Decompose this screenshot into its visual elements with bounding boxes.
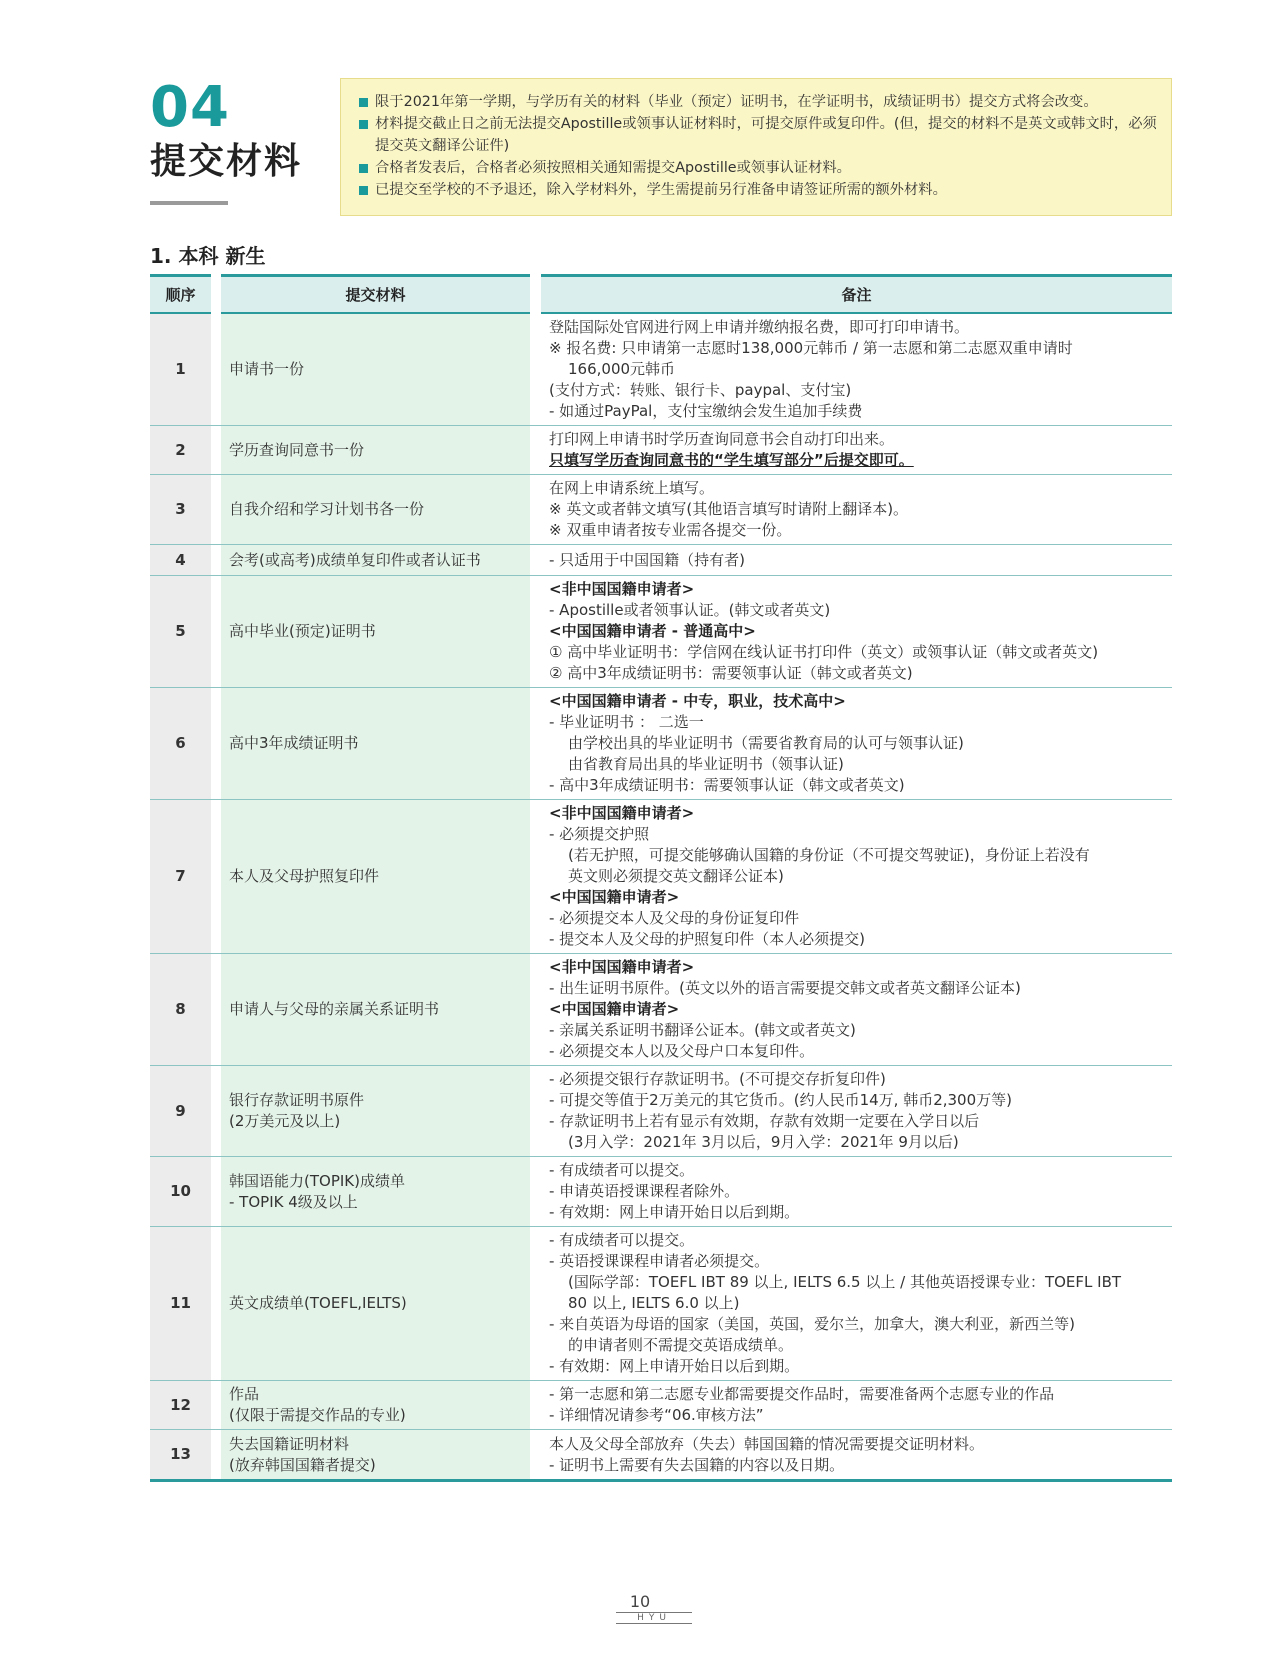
notice-box <box>340 78 1172 216</box>
material-name <box>221 688 530 800</box>
remark-line: 登陆国际处官网进行网上申请并缴纳报名费，即可打印申请书。 <box>549 318 970 336</box>
remarks-cell <box>541 1381 1172 1430</box>
remarks-cell <box>541 545 1172 576</box>
column-gap <box>211 1381 221 1430</box>
column-gap <box>211 800 221 954</box>
column-gap <box>211 314 221 426</box>
material-name-line: 自我介绍和学习计划书各一份 <box>229 500 425 518</box>
material-name-line: 英文成绩单(TOEFL,IELTS) <box>229 1294 407 1312</box>
remark-line: <非中国国籍申请者> <box>549 580 695 598</box>
material-name-line: 银行存款证明书原件 <box>229 1091 365 1109</box>
material-name <box>221 800 530 954</box>
remark-line: <非中国国籍申请者> <box>549 958 695 976</box>
remark-line: 由学校出具的毕业证明书（需要省教育局的认可与领事认证) <box>568 734 964 752</box>
column-gap <box>211 1066 221 1157</box>
column-gap <box>530 545 541 576</box>
remark-line: - 存款证明书上若有显示有效期，存款有效期一定要在入学日以后 <box>549 1112 980 1130</box>
material-name <box>221 1430 530 1479</box>
remark-line: - 第一志愿和第二志愿专业都需要提交作品时，需要准备两个志愿专业的作品 <box>549 1385 1055 1403</box>
section-title: 提交材料 <box>150 141 303 182</box>
column-gap <box>530 954 541 1066</box>
square-bullet-icon <box>359 98 368 107</box>
remarks-cell <box>541 800 1172 954</box>
page-number: 10 <box>629 1592 651 1611</box>
row-number: 4 <box>150 545 211 576</box>
table-row <box>150 1157 1172 1227</box>
table-row <box>150 314 1172 426</box>
remark-line: - 英语授课课程申请者必须提交。 <box>549 1252 770 1270</box>
remark-line: ② 高中3年成绩证明书：需要领事认证（韩文或者英文) <box>549 664 913 682</box>
table-row <box>150 545 1172 576</box>
remark-line: - 出生证明书原件。(英文以外的语言需要提交韩文或者英文翻译公证本) <box>549 979 1021 997</box>
row-number: 6 <box>150 688 211 800</box>
material-name-line: 学历查询同意书一份 <box>229 440 365 459</box>
material-name-line: - TOPIK 4级及以上 <box>229 1192 358 1211</box>
square-bullet-icon <box>359 164 368 173</box>
column-gap <box>211 426 221 475</box>
material-name-line: 作品 <box>229 1385 260 1403</box>
remarks-cell <box>541 314 1172 426</box>
material-name-line: 会考(或高考)成绩单复印件或者认证书 <box>229 550 481 569</box>
column-gap <box>530 688 541 800</box>
remark-line: <非中国国籍申请者> <box>549 804 695 822</box>
row-number: 2 <box>150 426 211 475</box>
header-remarks: 备注 <box>541 274 1172 314</box>
remark-line: <中国国籍申请者> <box>549 1000 680 1018</box>
column-gap <box>530 274 541 314</box>
material-name <box>221 426 530 475</box>
column-gap <box>211 475 221 545</box>
material-name-line: (放弃韩国国籍者提交) <box>229 1455 376 1474</box>
material-name <box>221 1157 530 1227</box>
remark-line: - 提交本人及父母的护照复印件（本人必须提交) <box>549 930 866 948</box>
column-gap <box>211 545 221 576</box>
row-number: 12 <box>150 1381 211 1430</box>
notice-item: 材料提交截止日之前无法提交Apostille或领事认证材料时，可提交原件或复印件。(但，提交的材料不是英文或韩文时，必须提交英文翻译公证件) <box>359 113 1157 157</box>
table-row <box>150 1066 1172 1157</box>
material-name-line: 本人及父母护照复印件 <box>229 867 380 885</box>
remark-line: ① 高中毕业证明书：学信网在线认证书打印件（英文）或领事认证（韩文或者英文) <box>549 643 1099 661</box>
remark-line: 的申请者则不需提交英语成绩单。 <box>568 1336 794 1354</box>
column-gap <box>530 1157 541 1227</box>
column-gap <box>530 576 541 688</box>
material-name <box>221 1227 530 1381</box>
column-gap <box>211 954 221 1066</box>
table-row <box>150 1227 1172 1381</box>
remark-line: (3月入学：2021年 3月以后，9月入学：2021年 9月以后) <box>568 1133 959 1151</box>
remark-line: - 申请英语授课课程者除外。 <box>549 1182 740 1200</box>
column-gap <box>530 1430 541 1479</box>
material-name-line: 申请书一份 <box>229 360 305 378</box>
materials-table <box>150 274 1172 1482</box>
remark-line: - 必须提交护照 <box>549 825 650 843</box>
remark-line: - 必须提交银行存款证明书。(不可提交存折复印件) <box>549 1070 886 1088</box>
remarks-cell <box>541 954 1172 1066</box>
notice-item: 合格者发表后，合格者必须按照相关通知需提交Apostille或领事认证材料。 <box>359 157 1157 179</box>
column-gap <box>530 1381 541 1430</box>
column-gap <box>530 475 541 545</box>
material-name <box>221 475 530 545</box>
row-number: 10 <box>150 1157 211 1227</box>
material-name-line: (2万美元及以上) <box>229 1112 341 1130</box>
remark-line: 166,000元韩币 <box>568 360 676 378</box>
table-row <box>150 800 1172 954</box>
material-name-line: (仅限于需提交作品的专业) <box>229 1406 406 1424</box>
remark-line: - 必须提交本人以及父母户口本复印件。 <box>549 1042 815 1060</box>
table-row <box>150 954 1172 1066</box>
column-gap <box>211 1157 221 1227</box>
row-number: 1 <box>150 314 211 426</box>
material-name-line: 韩国语能力(TOPIK)成绩单 <box>229 1171 405 1190</box>
remark-line: - 来自英语为母语的国家（美国，英国，爱尔兰，加拿大，澳大利亚，新西兰等) <box>549 1315 1076 1333</box>
remark-line: - 有效期：网上申请开始日以后到期。 <box>549 1357 800 1375</box>
remark-line: ※ 报名费: 只申请第一志愿时138,000元韩币 / 第一志愿和第二志愿双重申请时 <box>549 339 1073 357</box>
remark-line: 在网上申请系统上填写。 <box>549 479 715 497</box>
remark-line: - 详细情况请参考“06.审核方法” <box>549 1406 764 1424</box>
table-row <box>150 576 1172 688</box>
remarks-cell <box>541 1066 1172 1157</box>
remark-line: - 有成绩者可以提交。 <box>549 1161 695 1179</box>
column-gap <box>211 274 221 314</box>
table-row <box>150 1430 1172 1479</box>
table-row <box>150 1381 1172 1430</box>
column-gap <box>530 800 541 954</box>
material-name-line: 高中3年成绩证明书 <box>229 734 359 752</box>
row-number: 7 <box>150 800 211 954</box>
material-name <box>221 545 530 576</box>
column-gap <box>211 1430 221 1479</box>
column-gap <box>211 576 221 688</box>
material-name-line: 失去国籍证明材料 <box>229 1434 350 1453</box>
row-number: 13 <box>150 1430 211 1479</box>
notice-item: 限于2021年第一学期，与学历有关的材料（毕业（预定）证明书，在学证明书，成绩证明书）提交方式将会改变。 <box>359 91 1157 113</box>
remark-line: - 有效期：网上申请开始日以后到期。 <box>549 1203 800 1221</box>
column-gap <box>530 314 541 426</box>
section-number: 04 <box>150 75 230 140</box>
remark-line: <中国国籍申请者> <box>549 888 680 906</box>
remark-line: - Apostille或者领事认证。(韩文或者英文) <box>549 601 831 619</box>
column-gap <box>530 426 541 475</box>
remark-line: - 高中3年成绩证明书：需要领事认证（韩文或者英文) <box>549 776 905 794</box>
column-gap <box>530 1227 541 1381</box>
remark-line: 英文则必须提交英文翻译公证本) <box>568 867 784 885</box>
remark-line: - 毕业证明书 ： 二选一 <box>549 713 704 731</box>
remark-line: - 有成绩者可以提交。 <box>549 1231 695 1249</box>
subsection-title: 1. 本科 新生 <box>150 244 266 268</box>
remark-line: (支付方式：转账、银行卡、paypal、支付宝) <box>549 381 852 399</box>
table-row <box>150 688 1172 800</box>
remark-line: 由省教育局出具的毕业证明书（领事认证) <box>568 755 844 773</box>
row-number: 9 <box>150 1066 211 1157</box>
table-header-row <box>150 274 1172 314</box>
table-row <box>150 426 1172 475</box>
square-bullet-icon <box>359 186 368 195</box>
row-number: 11 <box>150 1227 211 1381</box>
remark-line: <中国国籍申请者 - 普通高中> <box>549 622 756 640</box>
square-bullet-icon <box>359 120 368 129</box>
remarks-cell <box>541 576 1172 688</box>
remark-line: - 证明书上需要有失去国籍的内容以及日期。 <box>549 1455 845 1474</box>
title-underline <box>150 201 228 205</box>
material-name <box>221 1066 530 1157</box>
row-number: 8 <box>150 954 211 1066</box>
remark-line: ※ 英文或者韩文填写(其他语言填写时请附上翻译本)。 <box>549 500 909 518</box>
footer-logo-mark: HYU <box>616 1612 692 1624</box>
column-gap <box>530 1066 541 1157</box>
remark-line: 本人及父母全部放弃（失去）韩国国籍的情况需要提交证明材料。 <box>549 1434 985 1453</box>
remark-line: - 可提交等值于2万美元的其它货币。(约人民币14万, 韩币2,300万等) <box>549 1091 1012 1109</box>
material-name <box>221 954 530 1066</box>
material-name <box>221 314 530 426</box>
material-name <box>221 576 530 688</box>
remarks-cell <box>541 688 1172 800</box>
table-row <box>150 475 1172 545</box>
remarks-cell <box>541 1157 1172 1227</box>
row-number: 3 <box>150 475 211 545</box>
remarks-cell <box>541 1227 1172 1381</box>
remark-line: (若无护照，可提交能够确认国籍的身份证（不可提交驾驶证)，身份证上若没有 <box>568 846 1090 864</box>
remark-line: - 亲属关系证明书翻译公证本。(韩文或者英文) <box>549 1021 856 1039</box>
material-name <box>221 1381 530 1430</box>
remarks-cell <box>541 1430 1172 1479</box>
header-material: 提交材料 <box>221 274 530 314</box>
remarks-cell <box>541 426 1172 475</box>
remark-line: <中国国籍申请者 - 中专，职业，技术高中> <box>549 692 846 710</box>
notice-item: 已提交至学校的不予退还，除入学材料外，学生需提前另行准备申请签证所需的额外材料。 <box>359 179 1157 201</box>
remark-line: - 如通过PayPal，支付宝缴纳会发生追加手续费 <box>549 402 863 420</box>
remark-line: - 只适用于中国国籍（持有者) <box>549 550 746 569</box>
column-gap <box>211 688 221 800</box>
header-order: 顺序 <box>150 274 211 314</box>
row-number: 5 <box>150 576 211 688</box>
column-gap <box>211 1227 221 1381</box>
material-name-line: 高中毕业(预定)证明书 <box>229 622 376 640</box>
material-name-line: 申请人与父母的亲属关系证明书 <box>229 1000 440 1018</box>
remarks-cell <box>541 475 1172 545</box>
remark-line: 80 以上, IELTS 6.0 以上) <box>568 1294 740 1312</box>
remark-line: 打印网上申请书时学历查询同意书会自动打印出来。 <box>549 430 895 448</box>
remark-line: - 必须提交本人及父母的身份证复印件 <box>549 909 800 927</box>
remark-line: (国际学部：TOEFL IBT 89 以上, IELTS 6.5 以上 / 其他英语授课专业：TOEFL IBT <box>568 1273 1122 1291</box>
remark-line: ※ 双重申请者按专业需各提交一份。 <box>549 521 792 539</box>
remark-line: 只填写学历查询同意书的“学生填写部分”后提交即可。 <box>549 451 914 469</box>
